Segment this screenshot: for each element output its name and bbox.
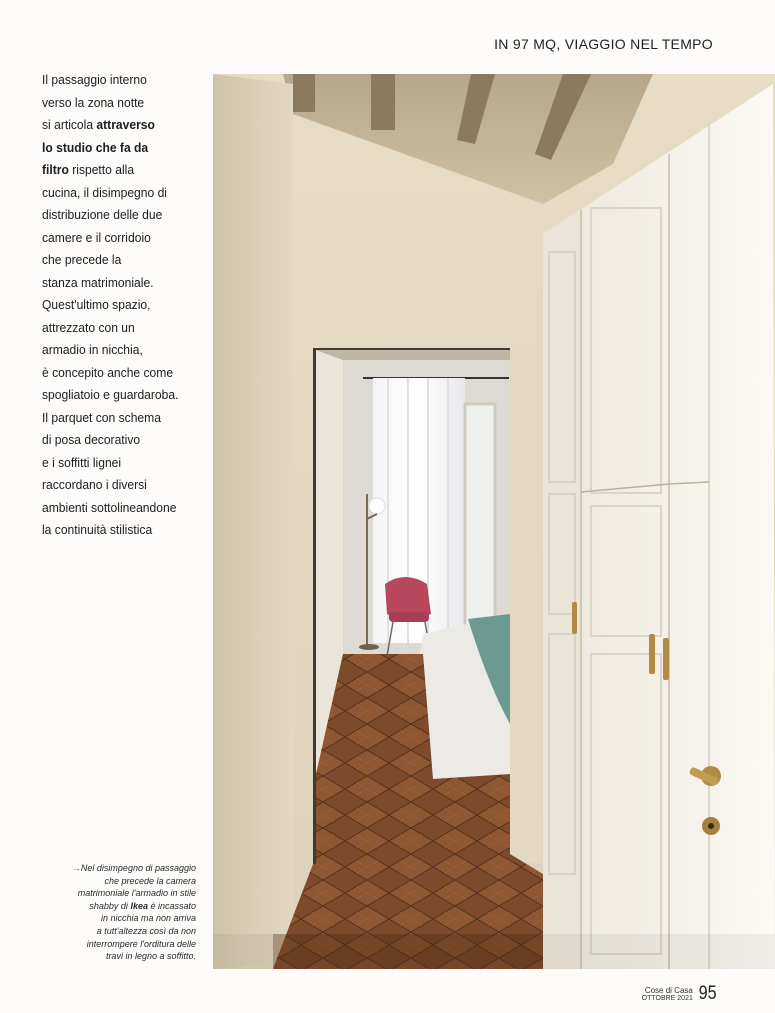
body-line: e i soffitti lignei [42, 454, 122, 470]
hallway-photo [213, 74, 775, 969]
body-line: raccordano i diversi [42, 477, 147, 492]
body-line: spogliatoio e guardaroba. [42, 387, 179, 402]
body-bold: lo studio che fa da [42, 139, 149, 155]
caption-line: a tutt'altezza così da non [96, 925, 196, 936]
body-line: è concepito anche come [42, 364, 174, 380]
caption-line: che precede la camera [104, 875, 196, 886]
caption-line: in nicchia ma non arriva [100, 913, 196, 924]
caption-line: Nel disimpegno di passaggio [80, 863, 196, 873]
body-line: verso la zona notte [42, 94, 145, 110]
body-line: distribuzione delle due [42, 207, 163, 222]
caption-line: travi in legno a soffitto. [105, 951, 196, 962]
body-line: Il passaggio interno [42, 72, 147, 87]
body-line: che precede la [42, 252, 122, 267]
section-header: IN 97 MQ, VIAGGIO NEL TEMPO [494, 36, 713, 52]
page-folio [642, 984, 718, 1003]
caption-arrow-icon: → [71, 863, 81, 873]
caption-line: matrimoniale l'armadio in stile [77, 888, 196, 899]
body-line: di posa decorativo [42, 432, 141, 447]
body-bold: filtro [42, 162, 69, 177]
body-line: rispetto alla [68, 162, 135, 177]
hallway-illustration [213, 74, 775, 969]
body-line: stanza matrimoniale. [42, 274, 154, 290]
body-line: armadio in nicchia, [42, 342, 143, 357]
body-line: cucina, il disimpegno di [42, 184, 167, 200]
caption-line: shabby di [89, 900, 131, 911]
body-line: Quest'ultimo spazio, [42, 297, 151, 312]
magazine-info [642, 987, 693, 1003]
body-line: Il parquet con schema [42, 409, 161, 425]
magazine-name: Cose di Casa [644, 986, 693, 995]
body-line: ambienti sottolineandone [42, 499, 177, 515]
issue-date: OTTOBRE 2021 [641, 995, 693, 1002]
caption-line: interrompere l'orditura delle [86, 938, 196, 949]
caption-line: è incassato [147, 900, 196, 911]
photo-caption [52, 862, 196, 963]
body-text [42, 69, 198, 542]
body-line: si articola [42, 117, 97, 132]
page-number: 95 [698, 983, 717, 1004]
body-bold: attraverso [96, 117, 155, 132]
caption-brand: Ikea [130, 900, 148, 911]
body-line: camere e il corridoio [42, 229, 151, 245]
body-line: attrezzato con un [42, 319, 135, 335]
body-line: la continuità stilistica [42, 522, 153, 537]
